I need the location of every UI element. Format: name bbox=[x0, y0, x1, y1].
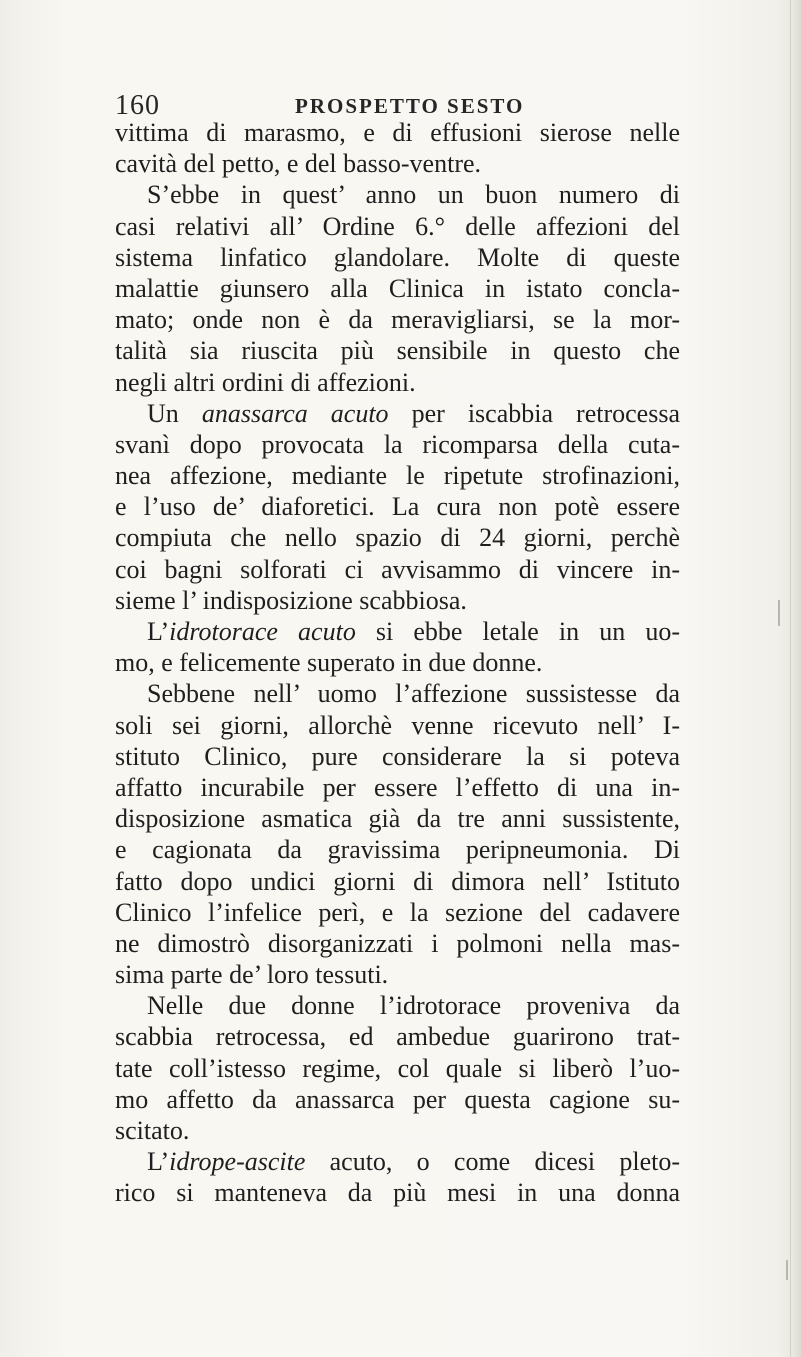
text-segment: Nelle due donne l’idrotorace proveniva da bbox=[147, 991, 680, 1021]
text-segment: L’ bbox=[147, 1147, 170, 1177]
text-segment: tate coll’istesso regime, col quale si liberò l’uo- bbox=[115, 1053, 680, 1083]
text-segment: Clinico l’infelice perì, e la sezione del cadavere bbox=[115, 897, 680, 927]
text-segment: e cagionata da gravissima peripneumonia. Di bbox=[115, 835, 680, 865]
text-line bbox=[115, 803, 680, 834]
page-edge bbox=[790, 0, 801, 1357]
text-line bbox=[115, 179, 680, 210]
text-segment: si ebbe letale in un uo- bbox=[355, 617, 680, 646]
text-line bbox=[115, 1053, 680, 1084]
text-line bbox=[115, 1115, 680, 1146]
text-line bbox=[115, 491, 680, 522]
text-line bbox=[115, 647, 680, 678]
text-segment: soli sei giorni, allorchè venne ricevuto nell’ I- bbox=[115, 710, 680, 740]
text-line bbox=[115, 148, 680, 179]
text-segment: scitato. bbox=[115, 1116, 190, 1145]
text-line bbox=[115, 990, 680, 1021]
text-line bbox=[115, 460, 680, 491]
text-line bbox=[115, 772, 680, 803]
text-line bbox=[115, 429, 680, 460]
text-segment: disposizione asmatica già da tre anni sussistente, bbox=[115, 804, 680, 834]
text-segment: nea affezione, mediante le ripetute strofinazioni, bbox=[115, 461, 680, 491]
text-line bbox=[115, 928, 680, 959]
text-line bbox=[115, 211, 680, 242]
text-segment: scabbia retrocessa, ed ambedue guarirono trat- bbox=[115, 1022, 680, 1052]
text-line bbox=[115, 959, 680, 990]
text-segment: per iscabbia retrocessa bbox=[388, 398, 680, 428]
text-line bbox=[115, 741, 680, 772]
running-head: PROSPETTO SESTO bbox=[295, 94, 525, 118]
text-segment: Sebbene nell’ uomo l’affezione sussistesse da bbox=[147, 679, 680, 709]
italic-term: idrotorace acuto bbox=[169, 617, 356, 646]
margin-mark bbox=[786, 1260, 788, 1280]
text-line bbox=[115, 554, 680, 585]
text-segment: casi relativi all’ Ordine 6.° delle affezioni del bbox=[115, 211, 680, 241]
text-segment: compiuta che nello spazio di 24 giorni, perchè bbox=[115, 523, 680, 553]
text-line bbox=[115, 710, 680, 741]
text-segment: L’ bbox=[147, 617, 170, 646]
text-line bbox=[115, 585, 680, 616]
text-line bbox=[115, 678, 680, 709]
text-segment: talità sia riuscita più sensibile in questo che bbox=[115, 336, 680, 366]
text-segment: Un bbox=[147, 398, 202, 428]
text-segment: stituto Clinico, pure considerare la si poteva bbox=[115, 741, 680, 771]
text-line bbox=[115, 616, 680, 647]
text-segment: vittima di marasmo, e di effusioni sierose nelle bbox=[115, 118, 680, 147]
text-segment: mato; onde non è da meravigliarsi, se la mor- bbox=[115, 305, 680, 335]
italic-term: idrope-ascite bbox=[169, 1147, 306, 1177]
margin-mark bbox=[778, 600, 780, 626]
text-segment: coi bagni solforati ci avvisammo di vincere in- bbox=[115, 554, 680, 584]
text-segment: fatto dopo undici giorni di dimora nell’ Istituto bbox=[115, 866, 680, 896]
body-text bbox=[115, 117, 680, 1209]
text-segment: mo affetto da anassarca per questa cagione su- bbox=[115, 1084, 680, 1114]
text-segment: S’ebbe in quest’ anno un buon numero di bbox=[147, 180, 680, 210]
text-line bbox=[115, 367, 680, 398]
text-line bbox=[115, 1177, 680, 1208]
text-line bbox=[115, 1021, 680, 1052]
text-line bbox=[115, 522, 680, 553]
text-segment: sieme l’ indisposizione scabbiosa. bbox=[115, 585, 467, 615]
italic-term: anassarca acuto bbox=[201, 398, 389, 428]
text-segment: sistema linfatico glandolare. Molte di queste bbox=[115, 242, 680, 272]
text-line bbox=[115, 834, 680, 865]
page-number: 160 bbox=[115, 90, 160, 121]
text-line bbox=[115, 1146, 680, 1177]
text-segment: cavità del petto, e del basso-ventre. bbox=[115, 149, 482, 179]
text-segment: rico si manteneva da più mesi in una donna bbox=[115, 1178, 680, 1208]
text-segment: mo, e felicemente superato in due donne. bbox=[115, 648, 543, 678]
text-line bbox=[115, 242, 680, 273]
text-segment: negli altri ordini di affezioni. bbox=[115, 367, 416, 397]
text-line bbox=[115, 866, 680, 897]
text-segment: malattie giunsero alla Clinica in istato concla- bbox=[115, 273, 680, 303]
text-line bbox=[115, 1084, 680, 1115]
text-line bbox=[115, 304, 680, 335]
text-line bbox=[115, 897, 680, 928]
text-segment: ne dimostrò disorganizzati i polmoni nella mas- bbox=[115, 928, 680, 958]
text-line bbox=[115, 335, 680, 366]
text-line bbox=[115, 117, 680, 148]
text-segment: acuto, o come dicesi pleto- bbox=[305, 1147, 680, 1177]
text-segment: svanì dopo provocata la ricomparsa della cuta- bbox=[115, 429, 680, 459]
text-line bbox=[115, 398, 680, 429]
text-line bbox=[115, 273, 680, 304]
text-segment: affatto incurabile per essere l’effetto di una in- bbox=[115, 772, 680, 802]
text-segment: e l’uso de’ diaforetici. La cura non potè essere bbox=[115, 492, 680, 522]
text-segment: sima parte de’ loro tessuti. bbox=[115, 960, 389, 990]
